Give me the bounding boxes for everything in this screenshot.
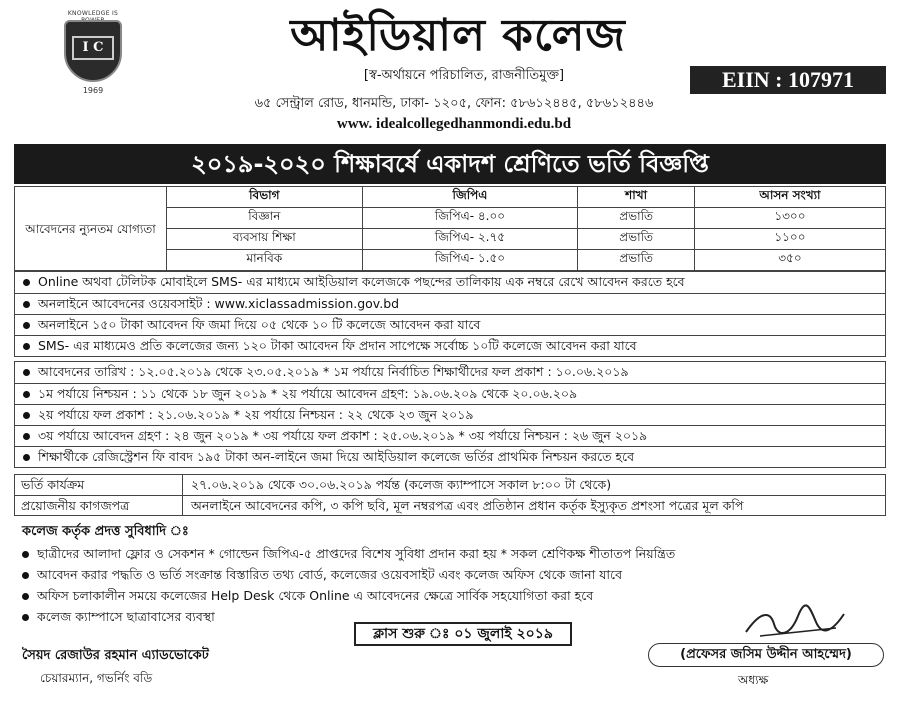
schedule xyxy=(14,361,886,468)
list-item: শিক্ষার্থীকে রেজিস্ট্রেশন ফি বাবদ ১৯৫ টাকা অন-লাইনে জমা দিয়ে আইডিয়াল কলেজে ভর্তির প্রাথমিক নিশ্চয়ন করতে হবে xyxy=(15,446,885,467)
bullet-dot-icon xyxy=(22,572,29,579)
bullet-dot-icon xyxy=(22,614,29,621)
list-item: SMS- এর মাধ্যমেও প্রতি কলেজের জন্য ১২০ টাকা আবেদন ফি প্রদান সাপেক্ষে সর্বোচ্চ ১০টি কলেজে আবেদন করা যাবে xyxy=(15,335,885,356)
col-header-seats: আসন সংখ্যা xyxy=(694,187,885,208)
class-start-box: ক্লাস শুরু ঃ ০১ জুলাই ২০১৯ xyxy=(354,622,572,646)
bullet-dot-icon xyxy=(22,593,29,600)
facilities-title: কলেজ কর্তৃক প্রদত্ত সুবিধাদি ঃ xyxy=(22,524,189,539)
chairman-name: সৈয়দ রেজাউর রহমান এ্যাডভোকেট xyxy=(22,648,209,663)
table-cell: মানবিক xyxy=(167,250,363,271)
college-name: আইডিয়াল কলেজ xyxy=(290,10,626,61)
table-cell: জিপিএ- ২.৭৫ xyxy=(362,229,578,250)
documents-value: অনলাইনে আবেদনের কপি, ৩ কপি ছবি, মূল নম্বরপত্র এবং প্রতিষ্ঠান প্রধান কর্তৃক ইস্যুকৃত প্রশংসা পত্রের মূল কপি xyxy=(191,498,744,513)
list-item: ২য় পর্যায়ে ফল প্রকাশ : ২১.০৬.২০১৯ * ২য় পর্যায়ে নিশ্চয়ন : ২২ থেকে ২৩ জুন ২০১৯ xyxy=(15,404,885,425)
bullet-dot-icon xyxy=(22,551,29,558)
admission-notice xyxy=(14,6,886,696)
bullet-dot-icon xyxy=(23,343,30,350)
list-item: আবেদন করার পদ্ধতি ও ভর্তি সংক্রান্ত বিস্তারিত তথ্য বোর্ড, কলেজের ওয়েবসাইট এবং কলেজ অফিস থেকে জানা যাবে xyxy=(14,565,886,586)
college-crest-icon xyxy=(58,10,128,102)
tagline: [স্ব-অর্থায়নে পরিচালিত, রাজনীতিমুক্ত] xyxy=(363,68,565,83)
documents-row xyxy=(15,495,885,515)
list-item: অফিস চলাকালীন সময়ে কলেজের Help Desk থেকে Online এ আবেদনের ক্ষেত্রে সার্বিক সহযোগিতা করা হবে xyxy=(14,586,886,607)
table-cell: ৩৫০ xyxy=(694,250,885,271)
table-cell: প্রভাতি xyxy=(578,208,695,229)
list-item: আবেদনের তারিখ : ১২.০৫.২০১৯ থেকে ২৩.০৫.২০১৯ * ১ম পর্যায়ে নির্বাচিত শিক্ষার্থীদের ফল প্রকাশ : ১০.০৬.২০১৯ xyxy=(15,362,885,383)
list-item: ৩য় পর্যায়ে আবেদন গ্রহণ : ২৪ জুন ২০১৯ * ৩য় পর্যায়ে ফল প্রকাশ : ২৫.০৬.২০১৯ * ৩য় পর্যায়ে নিশ্চয়ন : ২৬ জুন ২০১৯ xyxy=(15,425,885,446)
bullet-dot-icon xyxy=(23,391,30,398)
admission-label: ভর্তি কার্যক্রম xyxy=(15,475,183,495)
list-item: ১ম পর্যায়ে নিশ্চয়ন : ১১ থেকে ১৮ জুন ২০১৯ * ২য় পর্যায়ে আবেদন গ্রহণ: ১৯.০৬.২০৯ থেকে ২০.০৬.২০৯ xyxy=(15,383,885,404)
table-cell: ১১০০ xyxy=(694,229,885,250)
table-cell: জিপিএ- ১.৫০ xyxy=(362,250,578,271)
list-item: Online অথবা টেলিটক মোবাইলে SMS- এর মাধ্যমে আইডিয়াল কলেজকে পছন্দের তালিকায় এক নম্বরে রেখে আবেদন করতে হবে xyxy=(15,272,885,293)
col-header-gpa: জিপিএ xyxy=(362,187,578,208)
bullet-dot-icon xyxy=(23,412,30,419)
admission-info xyxy=(14,474,886,516)
bullet-dot-icon xyxy=(23,279,30,286)
bullet-dot-icon xyxy=(23,301,30,308)
website: www. idealcollegedhanmondi.edu.bd xyxy=(336,116,572,132)
bullet-dot-icon xyxy=(23,369,30,376)
table-cell: ১৩০০ xyxy=(694,208,885,229)
table-cell: বিজ্ঞান xyxy=(167,208,363,229)
eligibility-table xyxy=(14,186,886,271)
logo-year: 1969 xyxy=(82,86,104,95)
col-header-department: বিভাগ xyxy=(167,187,363,208)
bullet-dot-icon xyxy=(23,433,30,440)
handwritten-signature-icon xyxy=(740,602,850,642)
table-cell: জিপিএ- ৪.০০ xyxy=(362,208,578,229)
table-cell: প্রভাতি xyxy=(578,250,695,271)
table-cell: ব্যবসায় শিক্ষা xyxy=(167,229,363,250)
list-item: কলেজ ক্যাম্পাসে ছাত্রাবাসের ব্যবস্থা xyxy=(14,607,886,628)
bullet-dot-icon xyxy=(23,322,30,329)
table-cell: প্রভাতি xyxy=(578,229,695,250)
apply-notes xyxy=(14,271,886,357)
bullet-dot-icon xyxy=(23,454,30,461)
eligibility-label: আবেদনের ন্যুনতম যোগ্যতা xyxy=(15,187,167,271)
principal-role: অধ্যক্ষ xyxy=(738,673,769,687)
notice-banner: ২০১৯-২০২০ শিক্ষাবর্ষে একাদশ শ্রেণিতে ভর্তি বিজ্ঞপ্তি xyxy=(14,144,886,184)
principal-name: (প্রফেসর জসিম উদ্দীন আহম্মেদ) xyxy=(648,643,884,667)
logo-motto: KNOWLEDGE IS xyxy=(67,10,119,17)
logo-initials: I C xyxy=(72,36,114,60)
col-header-shift: শাখা xyxy=(578,187,695,208)
eiin-badge: EIIN : 107971 xyxy=(690,66,886,94)
admission-value: ২৭.০৬.২০১৯ থেকে ৩০.০৬.২০১৯ পর্যন্ত (কলেজ ক্যাম্পাসে সকাল ৮:০০ টা থেকে) xyxy=(191,477,612,492)
admission-row xyxy=(15,475,885,495)
chairman-role: চেয়ারম্যান, গভর্নিং বডি xyxy=(40,671,153,685)
list-item: অনলাইনে ১৫০ টাকা আবেদন ফি জমা দিয়ে ০৫ থেকে ১০ টি কলেজে আবেদন করা যাবে xyxy=(15,314,885,335)
list-item: অনলাইনে আবেদনের ওয়েবসাইট : www.xiclassadmission.gov.bd xyxy=(15,293,885,314)
list-item: ছাত্রীদের আলাদা ফ্লোর ও সেকশন * গোল্ডেন জিপিএ-৫ প্রাপ্তদের বিশেষ সুবিধা প্রদান করা হয় * সকল শ্রেণিকক্ষ শীতাতপ নিয়ন্ত্রিত xyxy=(14,544,886,565)
address: ৬৫ সেন্ট্রাল রোড, ধানমন্ডি, ঢাকা- ১২০৫, ফোন: ৫৮৬১২৪৪৫, ৫৮৬১২৪৪৬ xyxy=(254,96,654,111)
documents-label: প্রয়োজনীয় কাগজপত্র xyxy=(15,496,183,515)
